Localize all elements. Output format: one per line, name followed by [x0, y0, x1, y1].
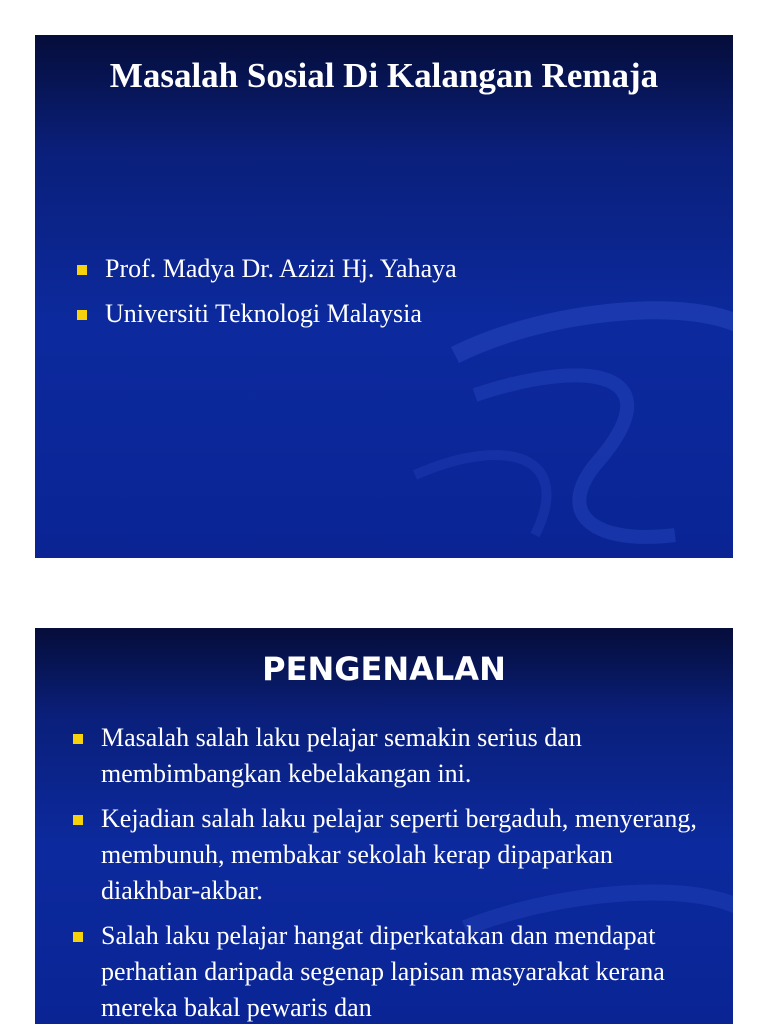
bullet-text: Universiti Teknologi Malaysia [105, 299, 422, 328]
bullet-text: Salah laku pelajar hangat diperkatakan dan mendapat perhatian daripada segenap lapisan masyarakat kerana mereka bakal pewaris dan [101, 921, 665, 1022]
slide-1 [35, 35, 733, 558]
bullet-square-icon [77, 265, 87, 275]
list-item [73, 720, 713, 792]
bullet-text: Prof. Madya Dr. Azizi Hj. Yahaya [105, 254, 457, 283]
bullet-square-icon [73, 734, 83, 744]
slide-title: Masalah Sosial Di Kalangan Remaja [109, 56, 659, 95]
slide-2 [35, 628, 733, 1024]
bullet-text: Kejadian salah laku pelajar seperti bergaduh, menyerang, membunuh, membakar sekolah kerap dipaparkan diakhbar-akbar. [101, 804, 697, 905]
list-item [73, 801, 713, 909]
bullet-list [77, 251, 697, 341]
list-item [77, 296, 697, 332]
slide-title: PENGENALAN [262, 650, 506, 688]
bullet-text: Masalah salah laku pelajar semakin serius dan membimbangkan kebelakangan ini. [101, 723, 582, 788]
list-item [73, 918, 713, 1024]
bullet-square-icon [73, 815, 83, 825]
bullet-square-icon [77, 310, 87, 320]
list-item [77, 251, 697, 287]
bullet-list [73, 720, 713, 1024]
bullet-square-icon [73, 932, 83, 942]
